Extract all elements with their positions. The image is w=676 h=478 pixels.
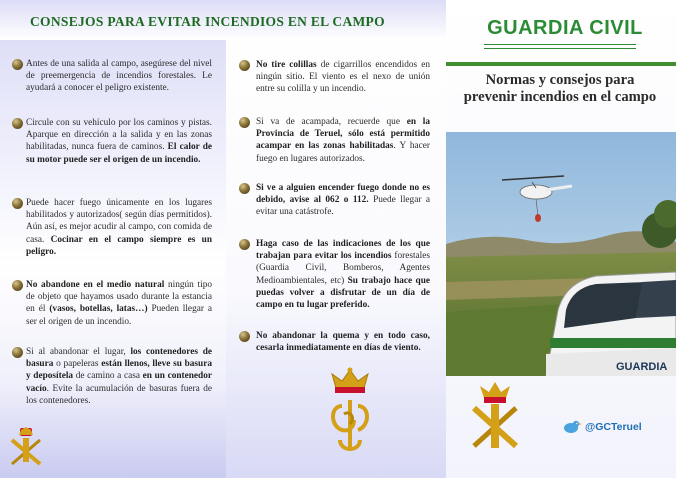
tip-item: Antes de una salida al campo, asegúrese del nivel de preemergencia de incendios forestales. Le ayudará a conocer el peligro existente. bbox=[26, 59, 212, 94]
bullet-icon bbox=[12, 198, 23, 209]
bullet-icon bbox=[12, 118, 23, 129]
cover-photo bbox=[446, 132, 676, 376]
svg-text:GUARDIA: GUARDIA bbox=[616, 361, 668, 373]
tip-item: Si ve a alguien encender fuego donde no es debido, avise al 062 o 112. Puede llegar a evitar una catástrofe. bbox=[256, 183, 430, 218]
tip-item: Circule con su vehículo por los caminos y pistas. Aparque en dirección a la salida y en las zonas habilitadas, nunca fuera de caminos. El calor de su motor puede ser el origen de un incendio. bbox=[26, 118, 212, 165]
green-bar bbox=[446, 62, 676, 66]
bullet-icon bbox=[239, 60, 250, 71]
tip-item: No tire colillas de cigarrillos encendidos en ningún sitio. El viento es el nexo de unión entre su colilla y un incendio. bbox=[256, 60, 430, 95]
page-title: CONSEJOS PARA EVITAR INCENDIOS EN EL CAMPO bbox=[30, 14, 385, 29]
bullet-icon bbox=[239, 117, 250, 128]
cover-title: Normas y consejos para prevenir incendios en el campo bbox=[463, 72, 657, 105]
guardia-civil-emblem bbox=[470, 380, 520, 450]
crown-monogram-emblem bbox=[320, 366, 380, 458]
guardia-civil-logo: GUARDIA CIVIL bbox=[487, 17, 643, 39]
twitter-text: @GCTeruel bbox=[585, 421, 642, 433]
tip-item: Puede hacer fuego únicamente en los lugares habilitados y autorizados( según días permitidos). Aún así, es mejor acudir al campo, con comida de casa. Cocinar en el campo siempre es un peligro. bbox=[26, 198, 212, 257]
tip-item: No abandone en el medio natural ningún tipo de objeto que hayamos usado durante la estancia en él (vasos, botellas, latas…) Pueden llegar a ser el origen de un incendio. bbox=[26, 280, 212, 327]
tip-item: No abandonar la quema y en todo caso, cesarla inmediatamente en días de viento. bbox=[256, 331, 430, 354]
bullet-icon bbox=[12, 59, 23, 70]
guardia-civil-emblem bbox=[8, 426, 44, 466]
tip-item: Haga caso de las indicaciones de los que trabajan para evitar los incendios forestales (Guardia Civil, Bomberos, Agentes Medioambientales, etc) Su trabajo hace que puedas volver a disfrutar de un día de campo en tu lugar preferido. bbox=[256, 239, 431, 311]
tip-item: Si al abandonar el lugar, los contenedores de basura o papeleras están llenos, lleve su basura y deposítela de camino a casa en un contenedor vacío. Evite la acumulación de basuras fuera de los contenedores. bbox=[26, 347, 212, 406]
logo-underline bbox=[484, 48, 636, 49]
bullet-icon bbox=[239, 239, 250, 250]
tip-item: Si va de acampada, recuerde que en la Provincia de Teruel, sólo está permitido acampar en las zonas habilitadas. Y hacer fuego en lugares autorizados. bbox=[256, 117, 430, 164]
bullet-icon bbox=[239, 183, 250, 194]
bullet-icon bbox=[12, 280, 23, 291]
logo-underline bbox=[484, 44, 636, 45]
bullet-icon bbox=[12, 347, 23, 358]
twitter-handle[interactable] bbox=[562, 418, 642, 436]
twitter-bird-icon bbox=[562, 418, 582, 436]
bullet-icon bbox=[239, 331, 250, 342]
